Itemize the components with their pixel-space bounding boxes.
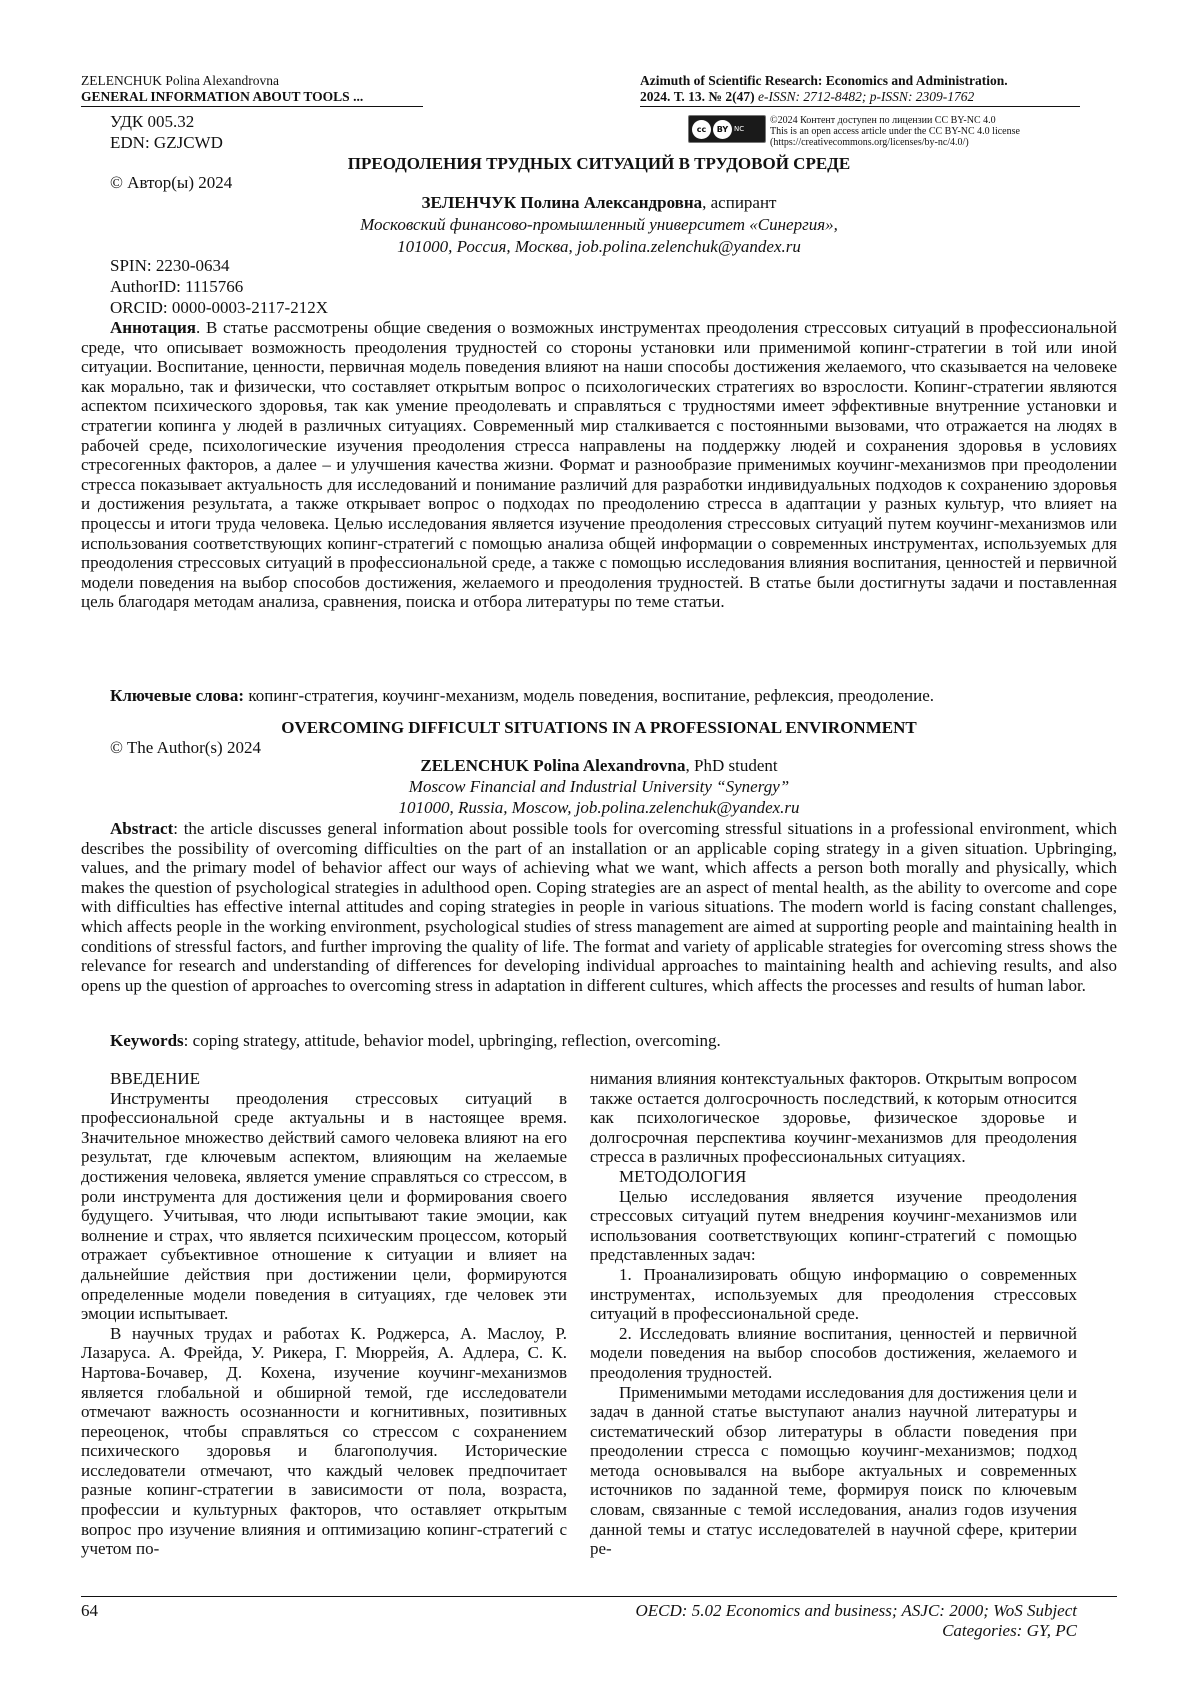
abstract-ru-text: . В статье рассмотрены общие сведения о возможных инструментах преодоления стрессовых ситуаций в профессиональной среде, что описывает возможность преодоления трудностей со стороны установки или применимой копинг-стратегии в той или иной ситуации. Воспитание, ценности, первичная модель поведения влияют на наши способы достижения желаемого, что сказывается на человеке как морально, так и физически, что составляет открытым вопрос о психологических стратегиях во взрослости. Копинг-стратегии являются аспектом психического здоровья, так как умение преодолевать и справляться с трудностями имеет эффективные внутренние установки и стратегии копинга у людей в различных ситуациях. Современный мир сталкивается с постоянными вызовами, что отражается на людях в рабочей среде, психологические изучения преодоления стресса направлены на поддержку людей и сохранения здоровья в условиях стресогенных факторов, а далее – и улучшения качества жизни. Формат и разнообразие применимых коучинг-механизмов при преодолении стресса показывает актуальность для исследований и понимание различий для разработки индивидуальных подходов к сохранению здоровья и достижения результата, а также открывает вопрос о подходах по преодолению стресса в адаптации у разных культур, что влияет на процессы и итоги труда человека. Целью исследования является изучение преодоления стрессовых ситуаций путем коучинг-механизмов или использования соответствующих копинг-стратегий с помощью анализа общей информации о современных инструментах, используемых для преодоления стрессовых ситуаций в профессиональной среде, а также с помощью исследования влияния воспитания, ценностей и первичной модели поведения на выбор способов достижения, желаемого и преодоления трудностей. В статье были достигнуты задачи и поставленная цель благодаря методам анализа, сравнения, поиска и отбора литературы по теме статьи. (81, 318, 1117, 612)
license-url[interactable]: (https://creativecommons.org/licenses/by-nc/4.0/) (770, 137, 969, 148)
footer-classification: OECD: 5.02 Economics and business; ASJC: 2000; WoS Subject Categories: GY, PC (635, 1601, 1077, 1640)
methodology-paragraph-2: Применимыми методами исследования для достижения цели и задач в данной статье выступают анализ научной литературы и систематический обзор литературы в области поведения при преодолении стресса с помощью коучинг-механизмов; подход метода основывался на выборе актуальных и современных источников по заданной теме, формируя поиск по ключевым словам, связанные с темой исследования, анализ годов изучения данной темы и статус исследователей в научной сфере, критерии ре- (590, 1382, 1077, 1559)
affiliation-ru-line1: Московский финансово-промышленный университет «Синергия», (360, 215, 838, 234)
methodology-heading: МЕТОДОЛОГИЯ (619, 1166, 747, 1186)
abstract-ru (81, 318, 1117, 612)
author-role-en: , PhD student (685, 756, 778, 775)
intro-paragraph-1: Инструменты преодоления стрессовых ситуаций в профессиональной среде актуальны и в настоящее время. Значительное множество действий самого человека влияют на его результат, где ключевым аспектом, влияющим на желаемые достижения человека, является умение справляться со стрессом, в роли инструмента для достижения цели и формирования своего будущего. Учитывая, что люди испытывают такие эмоции, как волнение и страх, что является психическим процессом, который отражает субъективное отношение к ситуации и влияет на дальнейшие действия при достижении цели, формируются определенные модели поведения в ситуациях, где человек эти эмоции испытывает. (81, 1088, 567, 1324)
keywords-ru (81, 686, 1117, 706)
by-icon: BY (713, 120, 732, 139)
license-block (688, 115, 1100, 148)
intro-paragraph-continued: нимания влияния контекстуальных факторов. Открытым вопросом также остается долгосрочность последствий, к которым относится как психологическое здоровье, физическое здоровье и долгосрочная перспектива коучинг-механизмов для преодоления стресса в различных профессиональных ситуациях. (590, 1069, 1077, 1167)
abstract-en-label: Abstract (110, 819, 174, 838)
author-id: AuthorID: 1115766 (110, 277, 244, 296)
license-line-ru: ©2024 Контент доступен по лицензии CC BY-NC 4.0 (770, 115, 996, 126)
keywords-en (81, 1031, 1117, 1051)
keywords-en-text: : coping strategy, attitude, behavior model, upbringing, reflection, overcoming. (183, 1031, 721, 1050)
affiliation-en-line1: Moscow Financial and Industrial University “Synergy” (408, 777, 790, 796)
methodology-paragraph-1: Целью исследования является изучение преодоления стрессовых ситуаций путем внедрения коучинг-механизмов или использования соответствующих копинг-стратегий с помощью представленных задач: (590, 1186, 1077, 1265)
affiliation-ru (81, 214, 1117, 258)
abstract-ru-label: Аннотация (110, 318, 196, 337)
header-issue (640, 89, 1115, 105)
intro-paragraph-2: В научных трудах и работах К. Роджерса, А. Маслоу, Р. Лазаруса. А. Фрейда, У. Рикера, Г. Мюррейя, А. Адлера, С. К. Нартова-Бочавер, Д. Кохена, изучение коучинг-механизмов является глобальной и обширной темой, где исследователи отмечают важность осознанности и когнитивных, позитивных переоценок, чтобы справляться со стрессом с сохранением психического здоровья и благополучия. Исторические исследователи отмечают, что каждый человек предпочитает разные копинг-стратегии в зависимости от пола, возраста, профессии и культурных факторов, что оставляет открытым вопрос про изучение влияния и оптимизацию копинг-стратегий с учетом по- (81, 1323, 567, 1559)
header-rule-left (81, 106, 423, 107)
body-column-right (590, 1069, 1077, 1559)
orcid: ORCID: 0000-0003-2117-212X (110, 298, 328, 317)
running-header-right (640, 73, 1115, 105)
edn: EDN: GZJCWD (110, 133, 223, 152)
page-number: 64 (81, 1601, 98, 1620)
affiliation-en-line2: 101000, Russia, Moscow, job.polina.zelenchuk@yandex.ru (398, 798, 800, 817)
author-name-ru: ЗЕЛЕНЧУК Полина Александровна (421, 193, 703, 212)
cc-icon: cc (692, 120, 711, 139)
author-name-en: ZELENCHUK Polina Alexandrovna (420, 756, 686, 775)
copyright-en: © The Author(s) 2024 (110, 738, 261, 757)
header-journal: Azimuth of Scientific Research: Economics and Administration. (640, 73, 1008, 88)
cc-license-icon[interactable] (688, 115, 766, 143)
spin: SPIN: 2230-0634 (110, 256, 230, 275)
intro-heading: ВВЕДЕНИЕ (110, 1069, 200, 1088)
header-rule-right (640, 106, 1080, 107)
task-1: 1. Проанализировать общую информацию о современных инструментах, используемых для преодоления стрессовых ситуаций в профессиональной среде. (590, 1264, 1077, 1324)
abstract-en-text: : the article discusses general information about possible tools for overcoming stressful situations in a professional environment, which describes the possibility of overcoming difficulties on the part of an installation or an applicable coping strategy in a given situation. Upbringing, values, and the primary model of behavior affect our ways of achieving what we want, which affects a person both morally and physically, which makes the question of psychological strategies in adulthood open. Coping strategies are an aspect of mental health, as the ability to overcome and cope with difficulties has effective internal attitudes and coping strategies in people in various situations. The modern world is facing constant challenges, which affects people in the working environment, psychological studies of stress management are aimed at supporting people and maintaining health in conditions of stressful factors, and further improving the quality of life. The format and variety of applicable strategies for overcoming stress shows the relevance for research and understanding of differences for developing individual approaches to maintaining health and achieving results, and also opens up the question of approaches to overcoming stress in adaptation in different cultures, which affects the processes and results of human labor. (81, 819, 1117, 995)
author-en (81, 755, 1117, 776)
header-issn: e-ISSN: 2712-8482; p-ISSN: 2309-1762 (754, 89, 975, 104)
author-ids (110, 255, 328, 318)
udk: УДК 005.32 (110, 112, 195, 131)
title-en: OVERCOMING DIFFICULT SITUATIONS IN A PROFESSIONAL ENVIRONMENT (281, 718, 917, 737)
running-header-left (81, 73, 441, 105)
keywords-en-label: Keywords (110, 1031, 184, 1050)
header-author: ZELENCHUK Polina Alexandrovna (81, 73, 279, 88)
keywords-ru-text: копинг-стратегия, коучинг-механизм, модель поведения, воспитание, рефлексия, преодоление. (244, 686, 935, 705)
copyright-ru: © Автор(ы) 2024 (110, 173, 233, 192)
nc-icon: NC (734, 125, 745, 133)
footer-rule (81, 1596, 1117, 1597)
task-2: 2. Исследовать влияние воспитания, ценностей и первичной модели поведения на выбор способов достижения, желаемого и преодоления трудностей. (590, 1323, 1077, 1382)
license-line-en: This is an open access article under the CC BY-NC 4.0 license (770, 126, 1020, 137)
author-ru (81, 192, 1117, 214)
author-role-ru: , аспирант (702, 193, 777, 212)
body-column-left (81, 1069, 567, 1559)
license-text (770, 115, 1100, 148)
header-article-title: GENERAL INFORMATION ABOUT TOOLS ... (81, 89, 364, 104)
header-issue-number: 2024. Т. 13. № 2(47) (640, 89, 755, 104)
affiliation-en (81, 776, 1117, 818)
keywords-ru-label: Ключевые слова: (110, 686, 245, 705)
abstract-en (81, 819, 1117, 995)
affiliation-ru-line2: 101000, Россия, Москва, job.polina.zelenchuk@yandex.ru (397, 237, 801, 256)
title-ru: ПРЕОДОЛЕНИЯ ТРУДНЫХ СИТУАЦИЙ В ТРУДОВОЙ СРЕДЕ (347, 154, 851, 173)
udk-edn (110, 111, 223, 153)
